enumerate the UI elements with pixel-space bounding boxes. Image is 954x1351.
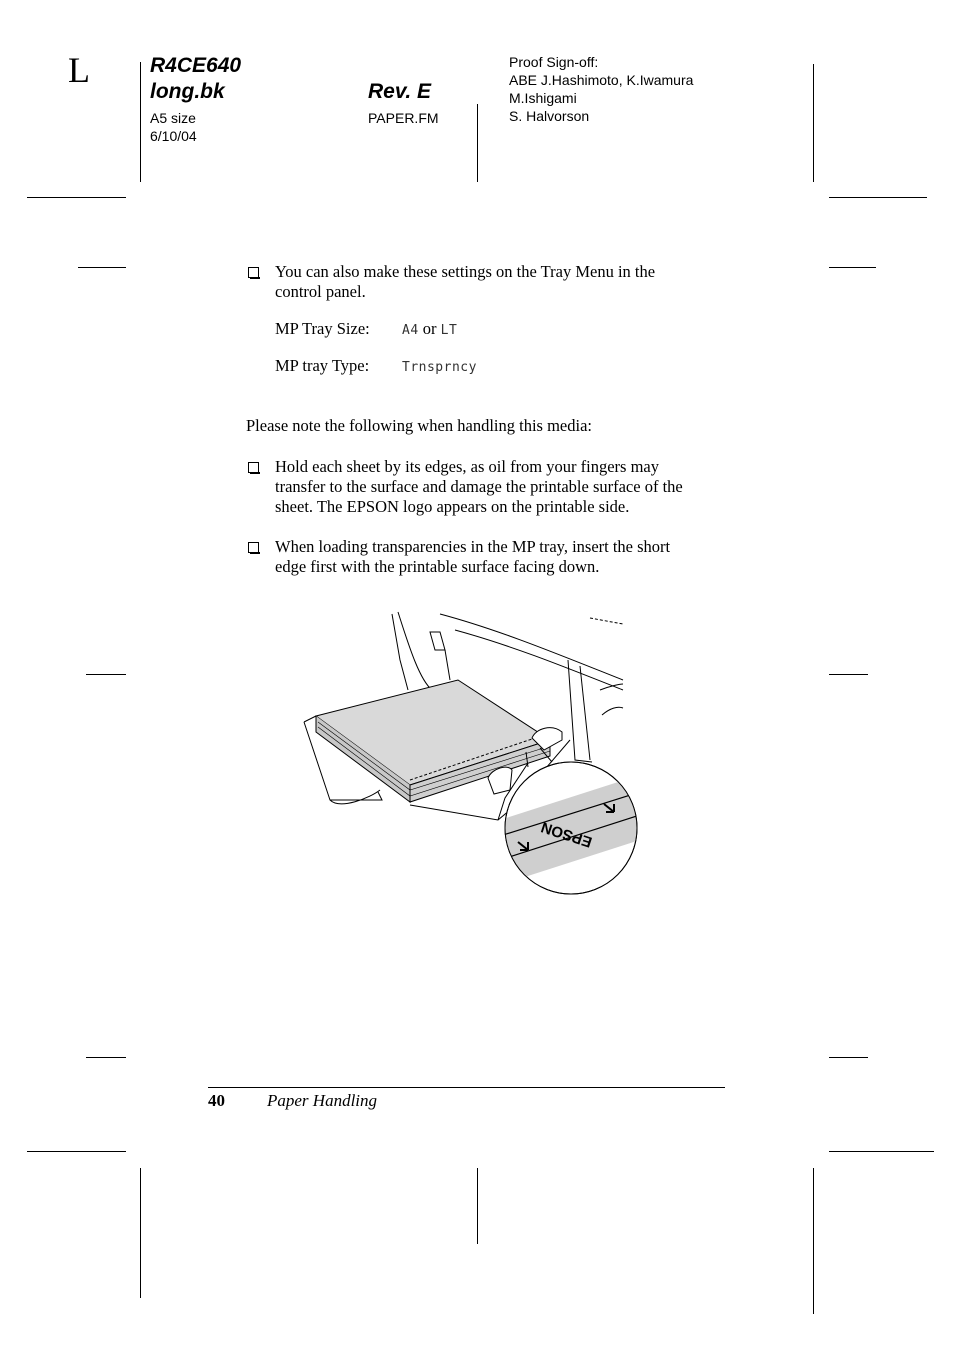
mp-tray-type-value: Trnsprncy: [402, 360, 477, 375]
book-file: long.bk: [150, 80, 225, 103]
note-paragraph: Please note the following when handling this media:: [246, 416, 592, 435]
bullet-text: You can also make these settings on the Tray Menu in the control panel.: [275, 262, 656, 301]
page-size: A5 size: [150, 110, 196, 126]
margin-letter: L: [68, 50, 90, 90]
mp-tray-type-label: MP tray Type:: [275, 356, 370, 375]
proof-signoff: Proof Sign-off: ABE J.Hashimoto, K.Iwamura M.Ishigami S. Halvorson: [509, 54, 694, 124]
bullet-marker: [248, 542, 259, 553]
mp-tray-size-label: MP Tray Size:: [275, 319, 370, 338]
file-name: PAPER.FM: [368, 110, 439, 126]
header-date: 6/10/04: [150, 128, 197, 144]
book-code: R4CE640: [150, 54, 242, 77]
footer-rule: [208, 1087, 725, 1088]
mp-tray-size-value: A4 or LT: [402, 319, 458, 338]
bullet-marker: [248, 462, 259, 473]
mp-tray-illustration: [300, 610, 645, 900]
revision: Rev. E: [368, 80, 432, 103]
bullet-text: Hold each sheet by its edges, as oil from your fingers may transfer to the surface and damage the printable surface of the sheet. The EPSON logo appears on the printable side.: [275, 457, 683, 516]
epson-logo-text: EPSON: [539, 818, 595, 851]
bullet-marker: [248, 267, 259, 278]
page-number: 40: [208, 1091, 225, 1110]
section-title: Paper Handling: [267, 1091, 378, 1110]
bullet-text: When loading transparencies in the MP tray, insert the short edge first with the printable surface facing down.: [275, 537, 671, 576]
